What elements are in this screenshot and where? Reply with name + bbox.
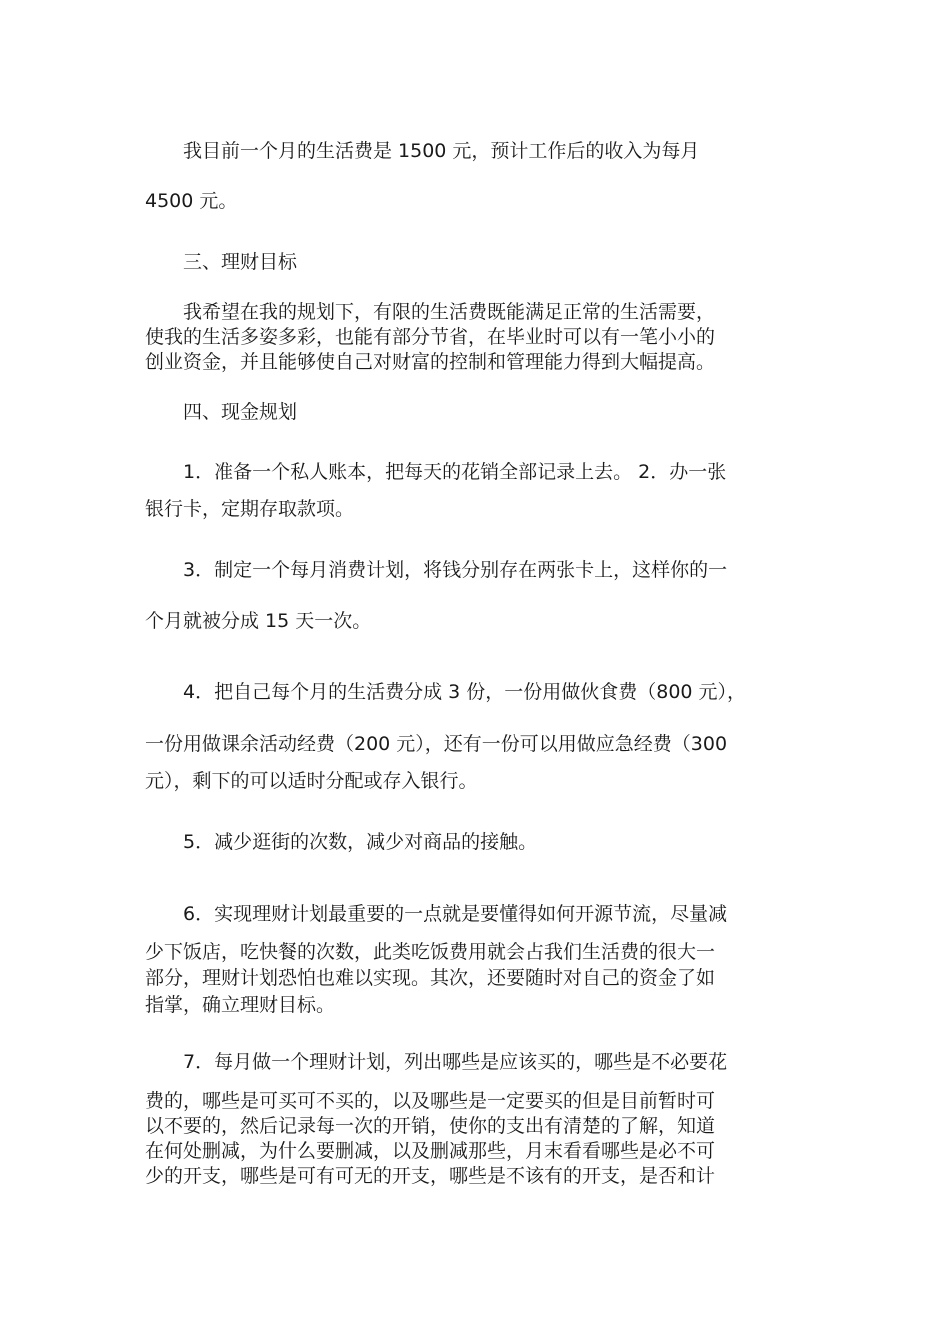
text-line: 我目前一个月的生活费是 1500 元，预计工作后的收入为每月 (183, 140, 700, 162)
text-line: 7．每月做一个理财计划，列出哪些是应该买的，哪些是不必要花 (183, 1051, 728, 1073)
text-line: 以不要的，然后记录每一次的开销，使你的支出有清楚的了解，知道 (145, 1115, 716, 1137)
text-line: 创业资金，并且能够使自己对财富的控制和管理能力得到大幅提高。 (145, 351, 716, 373)
text-line: 元），剩下的可以适时分配或存入银行。 (145, 770, 478, 792)
text-line: 5．减少逛街的次数，减少对商品的接触。 (183, 831, 538, 853)
text-line: 少的开支，哪些是可有可无的开支，哪些是不该有的开支，是否和计 (145, 1165, 716, 1187)
text-line: 费的，哪些是可买可不买的，以及哪些是一定要买的但是目前暂时可 (145, 1090, 716, 1112)
text-line: 4．把自己每个月的生活费分成 3 份，一份用做伙食费（800 元）， (183, 681, 747, 703)
text-line: 一份用做课余活动经费（200 元），还有一份可以用做应急经费（300 (145, 733, 728, 755)
text-line: 指掌，确立理财目标。 (145, 994, 336, 1016)
text-line: 使我的生活多姿多彩，也能有部分节省，在毕业时可以有一笔小小的 (145, 326, 716, 348)
section-heading: 三、理财目标 (183, 251, 298, 273)
text-line: 6．实现理财计划最重要的一点就是要懂得如何开源节流，尽量减 (183, 903, 728, 925)
text-line: 在何处删减，为什么要删减，以及删减那些，月末看看哪些是必不可 (145, 1140, 716, 1162)
text-line: 1．准备一个私人账本，把每天的花销全部记录上去。 2．办一张 (183, 461, 727, 483)
text-line: 少下饭店，吃快餐的次数，此类吃饭费用就会占我们生活费的很大一 (145, 941, 716, 963)
text-line: 我希望在我的规划下，有限的生活费既能满足正常的生活需要， (183, 301, 716, 323)
text-line: 部分，理财计划恐怕也难以实现。其次，还要随时对自己的资金了如 (145, 967, 716, 989)
text-line: 4500 元。 (145, 190, 238, 212)
section-heading: 四、现金规划 (183, 401, 298, 423)
text-line: 银行卡，定期存取款项。 (145, 498, 355, 520)
text-line: 3．制定一个每月消费计划，将钱分别存在两张卡上，这样你的一 (183, 559, 728, 581)
text-line: 个月就被分成 15 天一次。 (145, 610, 372, 632)
